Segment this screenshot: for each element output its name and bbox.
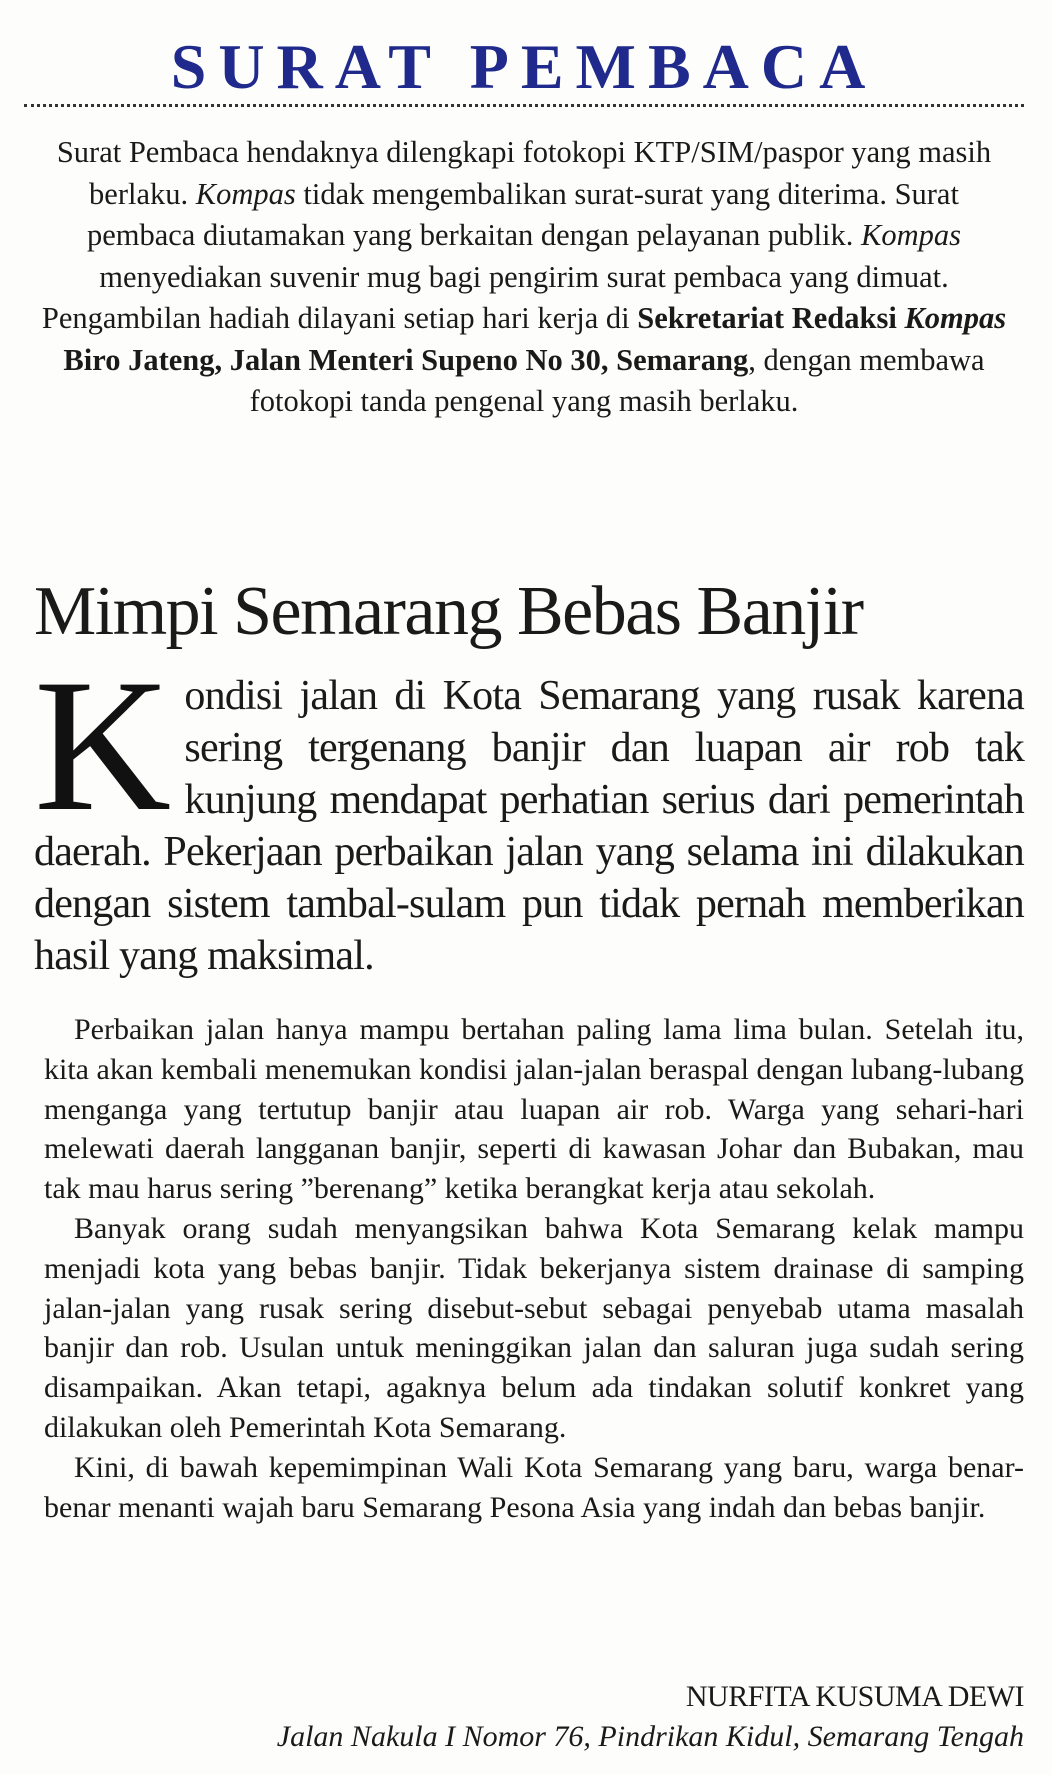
- letter-signature: [24, 1677, 1024, 1757]
- letter-headline: Mimpi Semarang Bebas Banjir: [34, 573, 863, 650]
- letter-lead: [34, 641, 1024, 982]
- notice-kompas-bold: Kompas: [904, 301, 1007, 335]
- author-name: NURFITA KUSUMA DEWI: [685, 1680, 1024, 1713]
- author-address: Jalan Nakula I Nomor 76, Pindrikan Kidul, Semarang Tengah: [276, 1720, 1024, 1753]
- body-paragraph: Perbaikan jalan hanya mampu bertahan paling lama lima bulan. Setelah itu, kita akan kembali menemukan kondisi jalan-jalan beraspal dengan lubang-lubang menganga yang tertutup banjir atau luapan air rob. Warga yang sehari-hari melewati daerah langganan banjir, seperti di kawasan Johar dan Bubakan, mau tak mau harus sering ”berenang” ketika berangkat kerja atau sekolah.: [44, 1013, 1024, 1206]
- notice-office-name: Sekretariat Redaksi: [637, 301, 905, 335]
- body-paragraph: Banyak orang sudah menyangsikan bahwa Kota Semarang kelak mampu menjadi kota yang bebas banjir. Tidak bekerjanya sistem drainase di samping jalan-jalan yang rusak sering disebut-sebut sebagai penyebab utama masalah banjir dan rob. Usulan untuk meninggikan jalan dan saluran juga sudah sering disampaikan. Akan tetapi, agaknya belum ada tindakan solutif konkret yang dilakukan oleh Pemerintah Kota Semarang.: [44, 1211, 1024, 1444]
- notice-office-address: Biro Jateng, Jalan Menteri Supeno No 30, Semarang: [63, 342, 749, 377]
- notice-text-3: menyediakan suvenir mug bagi pengirim surat pembaca yang dimuat. Pengambilan hadiah dilayani setiap hari kerja di: [41, 259, 949, 335]
- drop-cap: K: [34, 641, 171, 851]
- section-title: SURAT PEMBACA: [170, 31, 878, 102]
- body-paragraph: Kini, di bawah kepemimpinan Wali Kota Semarang yang baru, warga benar-benar menanti wajah baru Semarang Pesona Asia yang indah dan bebas banjir.: [44, 1450, 1024, 1524]
- notice-text-2: tidak mengembalikan surat-surat yang diterima. Surat pembaca diutamakan yang berkaitan dengan pelayanan publik.: [86, 176, 959, 252]
- notice-text-1: Surat Pembaca hendaknya dilengkapi fotokopi KTP/SIM/paspor yang masih berlaku.: [56, 135, 992, 211]
- dotted-divider: [24, 104, 1024, 107]
- notice-text-4: , dengan membawa fotokopi tanda pengenal yang masih berlaku.: [249, 342, 985, 418]
- lead-text: ondisi jalan di Kota Semarang yang rusak karena sering tergenang banjir dan luapan air rob tak kunjung mendapat perhatian serius dari pemerintah daerah. Pekerjaan perbaikan jalan yang selama ini dilakukan dengan sistem tambal-sulam pun tidak pernah memberikan hasil yang maksimal.: [34, 673, 1024, 979]
- letter-body: [44, 1010, 1024, 1527]
- submission-notice: [38, 132, 1010, 423]
- notice-kompas-1: Kompas: [195, 176, 296, 211]
- notice-kompas-2: Kompas: [861, 218, 962, 252]
